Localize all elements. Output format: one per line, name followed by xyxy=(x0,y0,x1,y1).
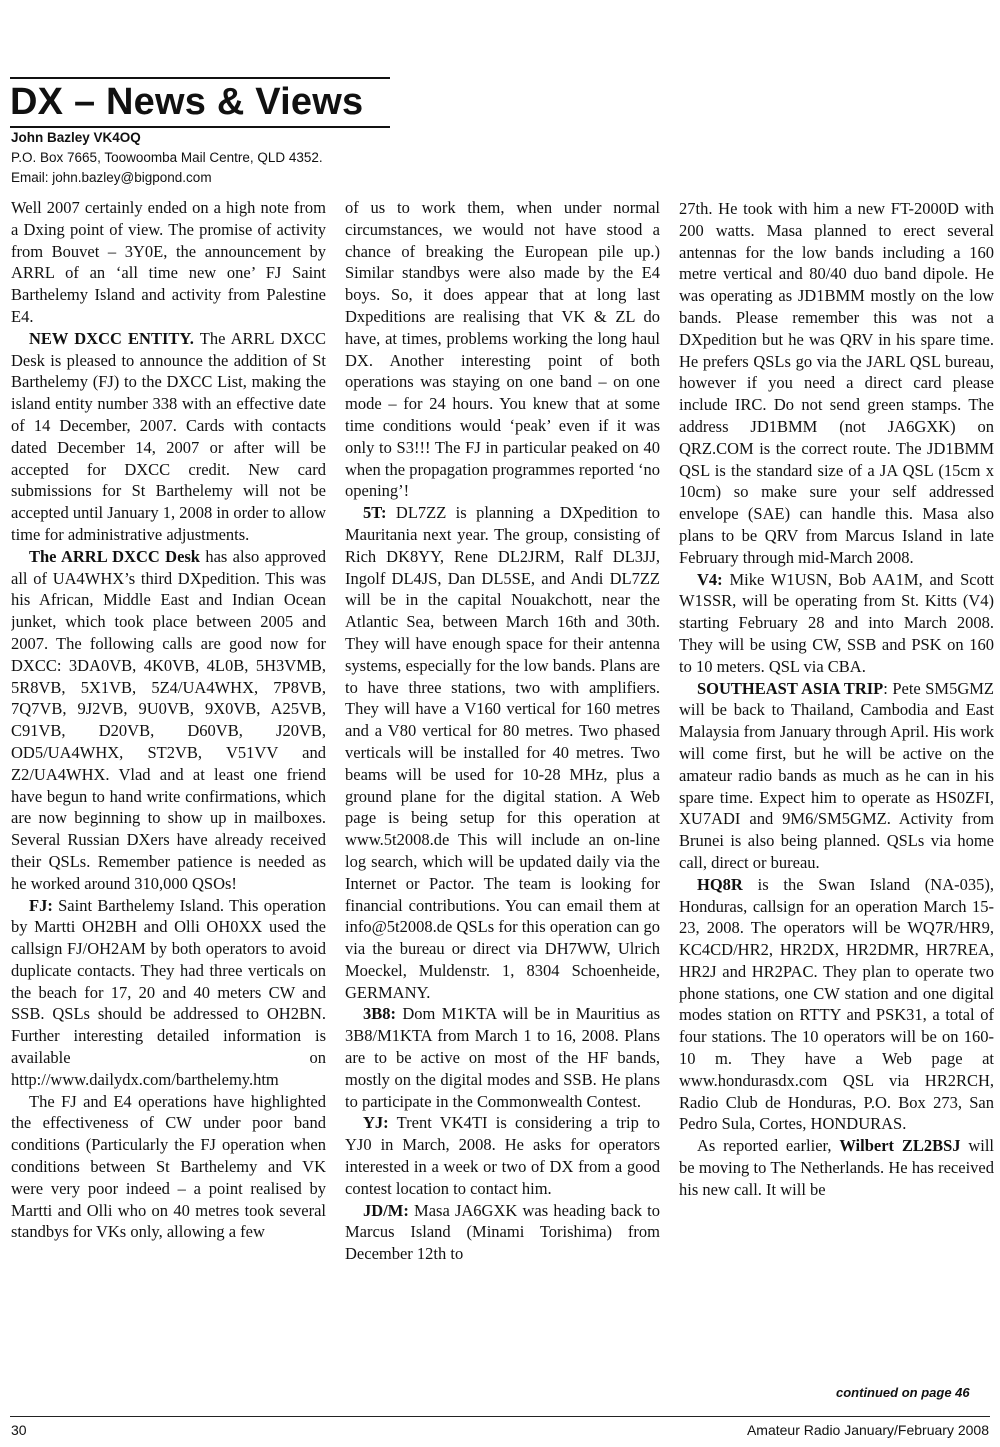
header-top-rule xyxy=(10,77,390,79)
author-address: P.O. Box 7665, Toowoomba Mail Centre, QLD 4352. xyxy=(11,150,323,165)
paragraph xyxy=(679,1135,994,1200)
paragraph xyxy=(345,502,660,1003)
paragraph-text: The ARRL DXCC Desk is pleased to announce the addition of St Barthelemy (FJ) to the DXCC List, making the island entity number 338 with an effective date of 14 December, 2007. Cards with contacts dated December 14, 2007 or after will be accepted for DXCC credit. New card submissions for St Barthelemy will not be accepted until January 1, 2008 in order to allow time for administrative adjustments. xyxy=(11,328,326,544)
article-column-2 xyxy=(345,197,660,1417)
paragraph-lead: SOUTHEAST ASIA TRIP xyxy=(697,678,884,698)
paragraph xyxy=(345,1112,660,1199)
paragraph-text: DL7ZZ is planning a DXpedition to Mauritania next year. The group, consisting of Rich DK8YY, Rene DL2JRM, Ralf DL3JJ, Ingolf DL4JS, Dan DL5SE, and Andi DL7ZZ will be in the capital Nouakchott, near the Atlantic Sea, between March 16th and 30th. They will have enough space for their antenna systems, especially for the low bands. Plans are to have three stations, two with amplifiers. They will have a V160 vertical for 160 metres and a V80 vertical for 80 metres. Two phased verticals will be installed for 40 metres. Two beams will be used for 10-28 MHz, plus a ground plane for the digital station. A Web page is being setup for this operation at www.5t2008.de This will include an on-line log search, which will be updated daily via the Internet or Pactor. The team is looking for financial contributions. You can email them at info@5t2008.de QSLs for this operation can go via the bureau or direct via DH7WW, Ulrich Moeckel, Muldenstr. 1, 8304 Schoenheide, GERMANY. xyxy=(345,503,660,1002)
article-column-1 xyxy=(11,197,326,1417)
paragraph xyxy=(345,197,660,502)
paragraph-lead: Wilbert ZL2BSJ xyxy=(839,1136,961,1156)
paragraph-lead: HQ8R xyxy=(697,874,743,894)
paragraph-text: Dom M1KTA will be in Mauritius as 3B8/M1KTA from March 1 to 16, 2008. Plans are to be active on most of the HF bands, mostly on the digital modes and SSB. He plans to participate in the Commonwealth Contest. xyxy=(345,1004,660,1111)
paragraph xyxy=(345,1200,660,1265)
paragraph xyxy=(11,895,326,1091)
paragraph-lead: JD/M: xyxy=(363,1200,409,1220)
paragraph-lead: YJ: xyxy=(363,1113,389,1133)
article-column-3 xyxy=(679,198,994,1418)
paragraph-text: Masa JA6GXK was heading back to Marcus Island (Minami Torishima) from December 12th to xyxy=(345,1200,660,1264)
paragraph-text: is the Swan Island (NA-035), Honduras, callsign for an operation March 15-23, 2008. The operators will be WQ7R/HR9, KC4CD/HR2, HR2DX, HR2DMR, HR7REA, HR2J and HR2PAC. They plan to operate two phone stations, one CW station and one digital modes station on RTTY and PSK31, a total of four stations. The 10 operators will be on 160-10 m. They have a Web page at www.hondurasdx.com QSL via HR2RCH, Radio Club de Honduras, P.O. Box 273, San Pedro Sula, Cortes, HONDURAS. xyxy=(679,874,994,1134)
paragraph xyxy=(11,328,326,546)
publication-name: Amateur Radio January/February 2008 xyxy=(746,1422,989,1438)
paragraph-text: Trent VK4TI is considering a trip to YJ0 in March, 2008. He asks for operators interested in a week or two of DX from a good contest location to contact him. xyxy=(345,1113,660,1198)
paragraph-lead: 5T: xyxy=(363,503,387,523)
footer-rule xyxy=(10,1416,990,1417)
paragraph xyxy=(11,1091,326,1244)
paragraph-lead: 3B8: xyxy=(363,1004,396,1024)
paragraph-text: of us to work them, when under normal circumstances, we would not have stood a chance of breaking the European pile up.) Similar standbys were also made by the E4 boys. So, it does appear that at long last Dxpeditions are realising that VK & ZL do have, at times, problems working the long haul DX. Another interesting point of both operations was staying on one band – on one mode – for 24 hours. You knew that at some time conditions would ‘peak’ even if it was only to S3!!! The FJ in particular peaked on 40 when the propagation programmes reported ‘no opening’! xyxy=(345,198,660,501)
header-bottom-rule xyxy=(10,126,390,128)
paragraph-lead: The ARRL DXCC Desk xyxy=(29,546,200,566)
paragraph-text: Well 2007 certainly ended on a high note from a Dxing point of view. The promise of activity from Bouvet – 3Y0E, the announcement by ARRL of an ‘all time new one’ FJ Saint Barthelemy Island and activity from Palestine E4. xyxy=(11,198,326,326)
paragraph-lead: V4: xyxy=(697,569,723,589)
paragraph xyxy=(11,546,326,895)
paragraph-lead: FJ: xyxy=(29,895,53,915)
paragraph xyxy=(345,1003,660,1112)
paragraph xyxy=(11,197,326,328)
paragraph xyxy=(679,874,994,1136)
paragraph-text: As reported earlier, xyxy=(697,1136,840,1156)
continued-note: continued on page 46 xyxy=(836,1385,970,1400)
page-number: 30 xyxy=(11,1422,27,1438)
paragraph-text: The FJ and E4 operations have highlighted the effectiveness of CW under poor band conditions (Particularly the FJ operation when conditions between St Barthelemy and VK were very poor indeed – a point realised by Martti and Olli who on 40 metres took several standbys for VKs only, allowing a few xyxy=(11,1091,326,1242)
paragraph-lead: NEW DXCC ENTITY. xyxy=(29,328,194,348)
paragraph xyxy=(679,678,994,874)
paragraph-text: will be moving to The Netherlands. He has received his new call. It will be xyxy=(679,1136,994,1199)
paragraph xyxy=(679,198,994,569)
paragraph-text: : Pete SM5GMZ will be back to Thailand, Cambodia and East Malaysia from January through April. His work will come first, but he will be active on the amateur radio bands as much as he can in his spare time. Expect him to operate as HS0ZFI, XU7ADI and 9M6/SM5GMZ. Activity from Brunei is also being planned. QSLs via home call, direct or bureau. xyxy=(679,678,994,872)
author-name: John Bazley VK4OQ xyxy=(11,130,141,145)
paragraph-text: Saint Barthelemy Island. This operation by Martti OH2BH and Olli OH0XX used the callsign FJ/OH2AM by both operators to avoid duplicate contacts. They had three verticals on the beach for 17, 20 and 40 meters CW and SSB. QSLs should be addressed to OH2BN. Further interesting detailed information is available on http://www.dailydx.com/barthelemy.htm xyxy=(11,895,326,1089)
author-email: Email: john.bazley@bigpond.com xyxy=(11,170,212,185)
paragraph-text: Mike W1USN, Bob AA1M, and Scott W1SSR, will be operating from St. Kitts (V4) starting February 28 and into March 2008. They will be using CW, SSB and PSK on 160 to 10 meters. QSL via CBA. xyxy=(679,569,994,676)
paragraph-text: has also approved all of UA4WHX’s third DXpedition. This was his African, Middle East and Indian Ocean junket, which took place between 2005 and 2007. The following calls are good now for DXCC: 3DA0VB, 4K0VB, 4L0B, 5H3VMB, 5R8VB, 5X1VB, 5Z4/UA4WHX, 7P8VB, 7Q7VB, 9J2VB, 9U0VB, 9X0VB, A25VB, C91VB, D20VB, D60VB, J20VB, OD5/UA4WHX, ST2VB, V51VV and Z2/UA4WHX. Vlad and at least one friend have begun to hand write confirmations, which are now beginning to show up in mailboxes. Several Russian DXers have already received their QSLs. Remember patience is needed as he worked around 310,000 QSOs! xyxy=(11,546,326,893)
paragraph xyxy=(679,569,994,678)
page-title: DX – News & Views xyxy=(10,81,364,123)
paragraph-text: 27th. He took with him a new FT-2000D with 200 watts. Masa planned to erect several antennas for the low bands including a 160 metre vertical and 80/40 duo band dipole. He was operating as JD1BMM mostly on the low bands. Please remember this was not a DXpedition but he was QRV in his spare time. He prefers QSLs go via the JARL QSL bureau, however if you need a direct card please include IRC. Do not send green stamps. The address JD1BMM (not JA6GXK) on QRZ.COM is the correct route. The JD1BMM QSL is the standard size of a JA QSL (15cm x 10cm) so make sure your self addressed envelope (SAE) can handle this. Masa also plans to be QRV from Marcus Island in late February through mid-March 2008. xyxy=(679,199,994,567)
